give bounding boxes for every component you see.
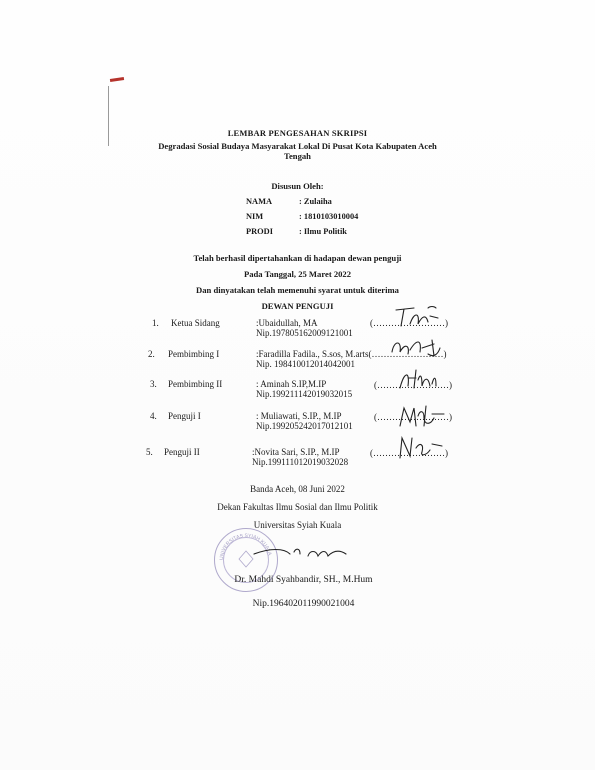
examiner-4-sign-line: (……………………) [374,412,452,422]
examiner-4-nip: Nip.199205242017012101 [256,421,353,431]
document-title: LEMBAR PENGESAHAN SKRIPSI [227,128,368,138]
examiner-2-name: :Faradilla Fadila., S.sos, M.arts(……………………) [256,349,447,359]
signature-examiner-2 [388,334,444,360]
examiner-4-number: 4. [150,411,157,421]
dean-nip: Nip.196402011990021004 [252,599,355,609]
examiner-3-role: Pembimbing II [168,379,223,389]
signature-examiner-5 [396,434,446,462]
name-label: NAMA [246,197,273,206]
examiner-1-name: :Ubaidullah, MA [256,318,318,328]
signature-examiner-4 [396,402,446,430]
board-title: DEWAN PENGUJI [261,301,334,311]
signature-dean [250,540,360,564]
examiner-4-name: : Muliawati, S.IP., M.IP [256,411,342,421]
examiner-3-nip: Nip.199211142019032015 [256,389,353,399]
prepared-by: Disusun Oleh: [271,181,324,191]
examiner-2-number: 2. [148,349,155,359]
dean-name: Dr. Mahdi Syahbandir, SH., M.Hum [234,575,373,585]
examiner-2-role: Pembimbing I [168,349,220,359]
place-date: Banda Aceh, 08 Juni 2022 [250,484,345,494]
examiner-2-nip: Nip. 198410012014042001 [256,359,355,369]
statement-line-3: Dan dinyatakan telah memenuhi syarat untuk diterima [196,285,399,295]
statement-line-1: Telah berhasil dipertahankan di hadapan dewan penguji [193,253,402,263]
examiner-5-role: Penguji II [164,447,200,457]
thesis-title-line-2: Tengah [284,151,311,161]
examiner-5-nip: Nip.199111012019032028 [252,457,349,467]
signature-examiner-1 [392,302,444,332]
prodi-label: PRODI [246,227,273,236]
nim-value: : 1810103010004 [299,212,359,221]
examiner-5-number: 5. [146,447,153,457]
examiner-3-number: 3. [150,379,157,389]
examiner-4-role: Penguji I [168,411,201,421]
name-value: : Zulaiha [299,197,332,206]
dean-title: Dekan Fakultas Ilmu Sosial dan Ilmu Politik [217,502,378,512]
examiner-5-sign-line: (……………………) [370,448,448,458]
examiner-1-role: Ketua Sidang [171,318,220,328]
examiner-1-sign-line: (……………………) [370,318,448,328]
stamp-text: UNIVERSITAS SYIAH KUALA [218,532,273,561]
signature-examiner-3 [394,366,438,392]
examiner-3-name: : Aminah S.IP,M.IP [256,379,327,389]
examiner-1-number: 1. [152,318,159,328]
examiner-1-nip: Nip.197805162009121001 [256,328,353,338]
examiner-5-name: :Novita Sari, S.IP., M.IP [252,447,340,457]
nim-label: NIM [246,212,264,221]
examiner-3-sign-line: (……………………) [374,380,452,390]
prodi-value: : Ilmu Politik [299,227,347,236]
university-name: Universitas Syiah Kuala [253,520,342,530]
thesis-title-line-1: Degradasi Sosial Budaya Masyarakat Lokal Di Pusat Kota Kabupaten Aceh [158,141,437,151]
statement-line-2: Pada Tanggal, 25 Maret 2022 [243,269,352,279]
